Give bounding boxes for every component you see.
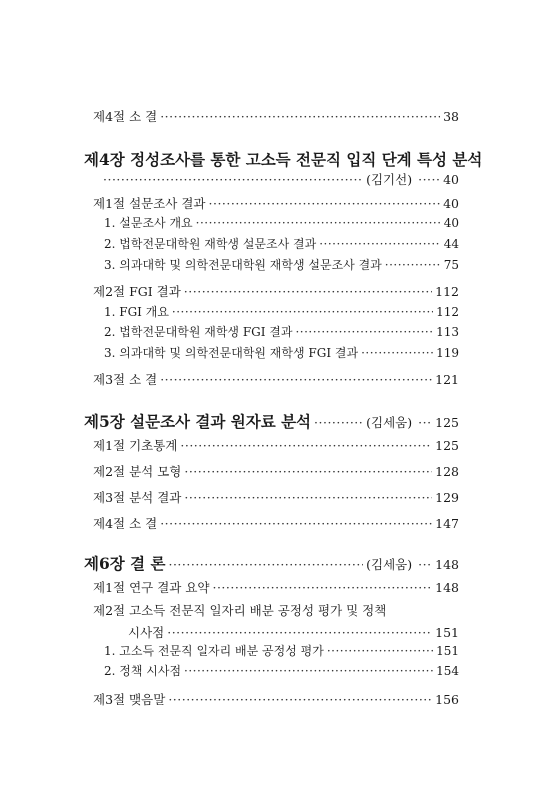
toc-entry-label: 제4절 소 결 xyxy=(93,516,158,531)
toc-entry-page: 40 xyxy=(443,196,459,211)
toc-entry-author: (김세움) xyxy=(366,557,413,572)
toc-entry-page: 125 xyxy=(435,438,459,453)
toc-entry-label: 2. 법학전문대학원 재학생 설문조사 결과 xyxy=(104,237,317,251)
toc-entry-label: 1. FGI 개요 xyxy=(104,305,169,319)
leader-dots xyxy=(418,172,440,187)
toc-entry xyxy=(104,323,459,340)
toc-entry-label: 제4절 소 결 xyxy=(93,109,158,124)
toc-entry-label: 시사점 xyxy=(128,625,165,640)
chapter-entry xyxy=(84,410,459,432)
toc-entry-page: 154 xyxy=(436,664,459,678)
toc-entry-label: 제3절 소 결 xyxy=(93,372,158,387)
toc-entry-label: 제2절 FGI 결과 xyxy=(93,284,181,299)
leader-dots xyxy=(184,664,433,678)
leader-dots xyxy=(184,464,432,479)
toc-entry-page: 113 xyxy=(436,325,459,339)
leader-dots xyxy=(180,438,432,453)
leader-dots xyxy=(209,196,441,211)
toc-entry-label: 제2절 분석 모형 xyxy=(93,464,182,479)
toc-entry-page: 128 xyxy=(435,464,459,479)
leader-dots xyxy=(103,172,363,187)
toc-entry xyxy=(93,194,459,212)
toc-entry xyxy=(93,107,459,125)
chapter-title: 제5장 설문조사 결과 원자료 분석 xyxy=(84,412,312,431)
toc-entry xyxy=(93,282,459,300)
toc-entry-label: 1. 고소득 전문직 일자리 배분 공정성 평가 xyxy=(104,644,324,658)
toc-entry xyxy=(93,462,459,480)
leader-dots xyxy=(361,346,433,360)
toc-entry-label: 제1절 기초통계 xyxy=(93,438,178,453)
toc-entry-page: 125 xyxy=(435,415,459,430)
toc-entry-page: 112 xyxy=(435,284,459,299)
leader-dots xyxy=(184,490,432,505)
toc-entry-page: 40 xyxy=(443,216,459,230)
leader-dots xyxy=(160,109,440,124)
toc-entry-page: 121 xyxy=(435,372,459,387)
toc-entry xyxy=(104,642,459,659)
toc-entry-label: 3. 의과대학 및 의학전문대학원 재학생 설문조사 결과 xyxy=(104,258,382,272)
leader-dots xyxy=(319,237,441,251)
leader-dots xyxy=(418,557,432,572)
leader-dots xyxy=(168,692,432,707)
toc-entry-page: 119 xyxy=(436,346,459,360)
leader-dots xyxy=(168,557,363,572)
toc-entry-label: 제1절 설문조사 결과 xyxy=(93,196,206,211)
toc-entry-page: 151 xyxy=(436,644,459,658)
leader-dots xyxy=(196,216,441,230)
leader-dots xyxy=(295,325,433,339)
leader-dots xyxy=(212,580,432,595)
toc-entry xyxy=(104,662,459,679)
chapter-entry xyxy=(84,552,459,574)
toc-entry-label: 제3절 분석 결과 xyxy=(93,490,182,505)
chapter-title: 제6장 결 론 xyxy=(84,554,166,573)
toc-entry-label: 제1절 연구 결과 요약 xyxy=(93,580,210,595)
toc-entry-page: 156 xyxy=(435,692,459,707)
leader-dots xyxy=(418,415,432,430)
leader-dots xyxy=(160,516,432,531)
leader-dots xyxy=(172,305,433,319)
leader-dots xyxy=(160,372,432,387)
leader-dots xyxy=(385,258,441,272)
toc-entry xyxy=(93,370,459,388)
toc-entry xyxy=(104,344,459,361)
toc-entry xyxy=(100,170,459,188)
leader-dots xyxy=(184,284,432,299)
toc-entry xyxy=(93,690,459,708)
toc-entry xyxy=(104,214,459,231)
toc-entry-label: 2. 법학전문대학원 재학생 FGI 결과 xyxy=(104,325,293,339)
toc-entry-author: (김세움) xyxy=(366,415,413,430)
chapter-title: 제4장 정성조사를 통한 고소득 전문직 입직 단계 특성 분석 xyxy=(84,150,483,169)
toc-entry xyxy=(93,488,459,506)
toc-entry-page: 129 xyxy=(435,490,459,505)
toc-entry-label: 2. 정책 시사점 xyxy=(104,664,182,678)
toc-entry-label: 제3절 맺음말 xyxy=(93,692,166,707)
toc-entry xyxy=(104,256,459,273)
toc-entry-page: 40 xyxy=(443,172,459,187)
toc-entry-page: 151 xyxy=(435,625,459,640)
toc-entry-author: (김기선) xyxy=(366,172,413,187)
toc-entry xyxy=(93,514,459,532)
toc-entry-label: 1. 설문조사 개요 xyxy=(104,216,193,230)
toc-entry-label: 제2절 고소득 전문직 일자리 배분 공정성 평가 및 정책 xyxy=(93,603,387,618)
leader-dots xyxy=(167,625,432,640)
toc-entry xyxy=(104,235,459,252)
toc-entry xyxy=(104,303,459,320)
leader-dots xyxy=(327,644,433,658)
toc-entry xyxy=(93,578,459,596)
toc-entry xyxy=(93,436,459,454)
toc-entry-page: 148 xyxy=(435,580,459,595)
toc-entry-page: 112 xyxy=(436,305,459,319)
toc-entry-page: 44 xyxy=(443,237,459,251)
toc-entry-page: 148 xyxy=(435,557,459,572)
toc-entry xyxy=(128,623,459,641)
toc-entry-label: 3. 의과대학 및 의학전문대학원 재학생 FGI 결과 xyxy=(104,346,359,360)
toc-entry-page: 75 xyxy=(443,258,459,272)
leader-dots xyxy=(314,415,363,430)
toc-entry-page: 38 xyxy=(443,109,459,124)
toc-entry-page: 147 xyxy=(435,516,459,531)
